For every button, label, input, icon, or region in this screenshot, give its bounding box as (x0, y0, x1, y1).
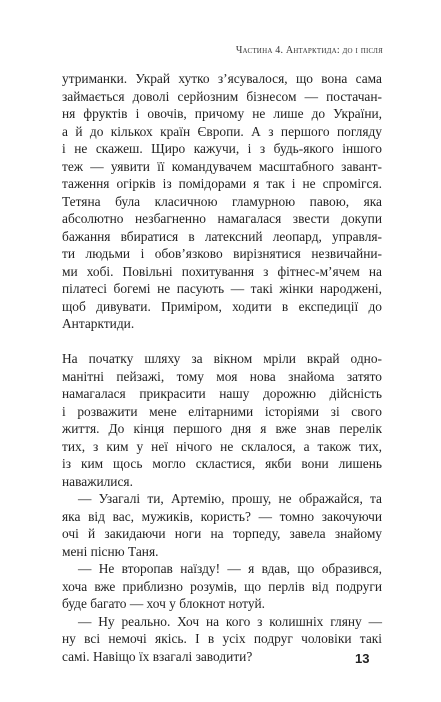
text-line: ня фруктів і овочів, причому не лише до України, (62, 106, 382, 121)
text-line: мені пісню Таня. (62, 543, 159, 559)
paragraph-gap (62, 333, 382, 351)
text-line: і не скажеш. Щиро кажучи, і з будь-якого іншого (62, 141, 382, 156)
text-line: намагалася прикрасити нашу дорожню дійсність (62, 386, 382, 401)
text-line: На початку шляху за вікном мріли вкрай одно- (62, 351, 382, 366)
text-line: манітні пейзажі, тому моя нова знайома затято (62, 368, 382, 384)
text-line: Тетяна була класичною гламурною павою, яка (62, 193, 382, 209)
text-line: ти людьми і обов’язково вирізнятися незвичайни- (62, 246, 382, 261)
page-number: 13 (355, 651, 370, 666)
text-line: ну всі немочі якісь. І в усіх подруг чоловіки такі (62, 631, 382, 646)
text-line: яка від вас, мужиків, користь? — томно закочуючи (62, 508, 382, 524)
text-line: і розважити мене елітарними історіями зі свого (62, 403, 382, 419)
paragraph-3 (62, 490, 382, 560)
text-line: абсолютно незбагненно намагалася звести докупи (62, 211, 382, 226)
text-line: щоб дивувати. Приміром, ходити в експедиції до (62, 298, 382, 314)
text-line: а й до кількох країн Європи. А з першого погляду (62, 123, 382, 139)
text-line: Антарктиди. (62, 316, 135, 331)
text-line: — Ну реально. Хоч на кого з колишніх гляну — (78, 613, 382, 629)
page-body (62, 70, 382, 665)
text-line: таження огірків із помідорами я так і не спромігся. (62, 176, 382, 191)
paragraph-1 (62, 70, 382, 333)
text-line: самі. Навіщо їх взагалі заводити? (62, 648, 253, 664)
paragraph-4 (62, 560, 382, 613)
text-line: бажання вбиратися в латексний леопард, управля- (62, 228, 382, 244)
text-line: займається доволі серйозним бізнесом — постачан- (62, 88, 382, 104)
paragraph-2 (62, 350, 382, 490)
text-line: — Узагалі ти, Артемію, прошу, не ображайся, та (78, 491, 382, 506)
text-line: ми хобі. Повільні похитування з фітнес-м’ячем на (62, 263, 382, 279)
paragraph-5 (62, 613, 382, 666)
text-line: очі й закидаючи ноги на торпеду, завела знайому (62, 526, 382, 541)
running-head: Частина 4. Антарктида: до і після (235, 45, 383, 56)
text-line: життя. До кінця першого дня я вже знав перелік (62, 421, 382, 436)
text-line: хоча вже приблизно розумів, що перлів від подруги (62, 578, 382, 594)
text-line: буде багато — хоч у блокнот нотуй. (62, 596, 266, 611)
text-line: утриманки. Украй хутко з’ясувалося, що вона сама (62, 71, 382, 86)
text-line: наважилися. (62, 473, 133, 489)
text-line: — Не второпав наїзду! — я вдав, що образився, (78, 561, 382, 576)
text-line: із ким щось могло скластися, якби вони лишень (62, 456, 382, 471)
text-line: тих, з ким у неї нічого не склалося, а також тих, (62, 438, 382, 454)
text-line: пілатесі богемі не пасують — такі жінки народжені, (62, 281, 382, 296)
text-line: теж — уявити її командувачем масштабного завант- (62, 158, 382, 174)
